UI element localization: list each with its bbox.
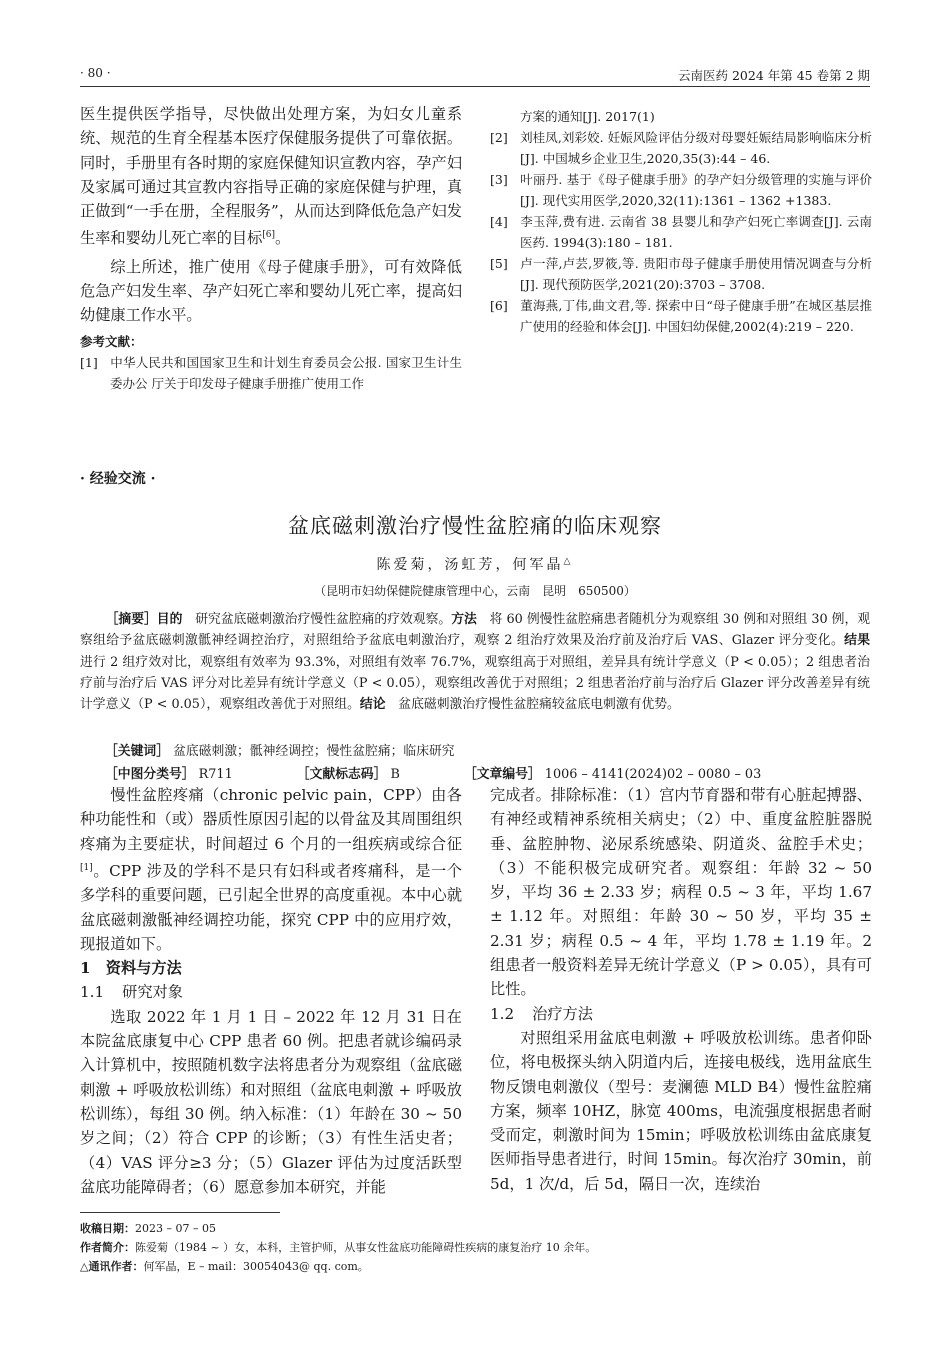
study-subjects-continuation: 完成者。排除标准：（1）宫内节育器和带有心脏起搏器、有神经或精神系统相关病史；（2）中、重度盆腔脏器脱垂、盆腔肿物、泌尿系统感染、阴道炎、盆腔手术史；（3）不能积极完成研究者。观察组：年龄 32 ~ 50 岁，平均 36 ± 2.33 岁；病程 0.5 ~ 3 年，平均 1.67 ± 1.12 年。对照组：年龄 30 ~ 50 岁，平均 35 ± 2.31 岁；病程 0.5 ~ 4 年，平均 1.78 ± 1.19 年。2 组患者一般资料差异无统计学意义（P > 0.05），具有可比性。: [490, 786, 872, 999]
corresponding-author: △通讯作者：何军晶，E – mail：30054043@ qq. com。: [80, 1260, 369, 1273]
keywords: ［关键词］ 盆底磁刺激；骶神经调控；慢性盆腔痛；临床研究: [105, 744, 455, 759]
body-right-column: [490, 783, 872, 1196]
prev-paragraph-2: 综上所述，推广使用《母子健康手册》，可有效降低危急产妇发生率、孕产妇死亡率和婴幼儿死亡率，提高妇幼健康工作水平。: [80, 257, 462, 325]
received-date: 收稿日期：2023 – 07 – 05: [80, 1222, 216, 1235]
article-title: 盆底磁刺激治疗慢性盆腔痛的临床观察: [288, 514, 662, 538]
article-number: ［文章编号］ 1006 – 4141(2024)02 – 0080 – 03: [463, 767, 762, 782]
clc: ［中图分类号］ R711: [105, 767, 233, 782]
author-bio: 作者简介：陈爱菊（1984 ~ ）女，本科，主管护师，从事女性盆底功能障碍性疾病的康复治疗 10 余年。: [80, 1241, 597, 1254]
section-heading-1-2: 1.2 治疗方法: [490, 1004, 593, 1023]
section-tag: · 经验交流 ·: [80, 471, 156, 487]
reference-item: [2] 刘桂凤,刘彩姣. 妊娠风险评估分级对母婴妊娠结局影响临床分析[J]. 中国城乡企业卫生,2020,35(3):44 – 46.: [490, 130, 872, 166]
citation: [6]: [262, 230, 275, 241]
citation: [1]: [80, 862, 93, 873]
intro-paragraph: 慢性盆腔疼痛（chronic pelvic pain，CPP）由各种功能性和（或）器质性原因引起的以骨盆及其周围组织疼痛为主要症状，时间超过 6 个月的一组疾病或综合征[1]。CPP 涉及的学科不是只有妇科或者疼痛科，是一个多学科的重要问题，已引起全世界的高度重视。本中心就盆底磁刺激骶神经调控功能，探究 CPP 中的应用疗效，现报道如下。: [80, 786, 462, 953]
prev-article-right-column: [490, 106, 872, 337]
abstract: ［摘要］目的 研究盆底磁刺激治疗慢性盆腔痛的疗效观察。方法 将 60 例慢性盆腔痛患者随机分为观察组 30 例和对照组 30 例，观察组给予盆底磁刺激骶神经调控治疗，对照组给予盆底电刺激治疗，观察 2 组治疗效果及治疗前及治疗后 VAS、Glazer 评分变化。结果 进行 2 组疗效对比，观察组有效率为 93.3%，对照组有效率 76.7%，观察组高于对照组，差异具有统计学意义（P < 0.05）；2 组患者治疗前与治疗后 VAS 评分对比差异有统计学意义（P < 0.05），观察组改善优于对照组；2 组患者治疗前与治疗后 Glazer 评分改善差异有统计学意义（P < 0.05），观察组改善优于对照组。结论 盆底磁刺激治疗慢性盆腔痛较盆底电刺激有优势。: [80, 612, 871, 713]
corresponding-mark: △: [563, 556, 574, 567]
body-left-column: [80, 783, 462, 1199]
doc-code: ［文献标志码］ B: [296, 767, 400, 782]
page-number: · 80 ·: [80, 66, 111, 80]
authors: 陈爱菊，汤虹芳，何军晶△: [376, 556, 574, 573]
journal-header: 云南医药 2024 年第 45 卷第 2 期: [677, 68, 870, 83]
references-title: 参考文献：: [80, 333, 143, 349]
reference-continuation: 方案的通知[J]. 2017(1): [520, 109, 655, 124]
footnote-rule: [80, 1212, 280, 1213]
header-rule: [80, 86, 870, 87]
section-heading-1: 1 资料与方法: [80, 959, 182, 978]
reference-item: [1] 中华人民共和国国家卫生和计划生育委员会公报. 国家卫生计生委办公 厅关于印发母子健康手册推广使用工作: [80, 354, 462, 391]
study-subjects-paragraph: 选取 2022 年 1 月 1 日 – 2022 年 12 月 31 日在本院盆底康复中心 CPP 患者 60 例。把患者就诊编码录入计算机中，按照随机数字法将患者分为观察组（盆底磁刺激 + 呼吸放松训练）和对照组（盆底电刺激 + 呼吸放松训练），每组 30 例。纳入标准：（1）年龄在 30 ~ 50 岁之间；（2）符合 CPP 的诊断；（3）有性生活史者；（4）VAS 评分≥3 分；（5）Glazer 评估为过度活跃型盆底功能障碍者；（6）愿意参加本研究，并能: [80, 1007, 462, 1196]
reference-item: [4] 李玉萍,费有进. 云南省 38 县婴儿和孕产妇死亡率调查[J]. 云南医药. 1994(3):180 – 181.: [490, 214, 872, 250]
affiliation: （昆明市妇幼保健院健康管理中心，云南 昆明 650500）: [314, 584, 636, 598]
section-heading-1-1: 1.1 研究对象: [80, 983, 183, 1002]
classification-line: [105, 763, 821, 782]
prev-article-left-column: [80, 102, 462, 394]
prev-paragraph-1: 医生提供医学指导，尽快做出处理方案，为妇女儿童系统、规范的生育全程基本医疗保健服务提供了可靠依据。同时，手册里有各时期的家庭保健知识宣教内容，孕产妇及家属可通过其宣教内容指导正确的家庭保健与护理，真正做到“一手在册，全程服务”，从而达到降低危急产妇发生率和婴幼儿死亡率的目标[6]。: [80, 105, 462, 248]
treatment-paragraph: 对照组采用盆底电刺激 + 呼吸放松训练。患者仰卧位，将电极探头纳入阴道内后，连接电极线，选用盆底生物反馈电刺激仪（型号：麦澜德 MLD B4）慢性盆腔痛方案，频率 10HZ，脉宽 400ms，电流强度根据患者耐受而定，刺激时间为 15min；呼吸放松训练由盆底康复医师指导患者进行，时间 15min。每次治疗 30min，前 5d，1 次/d，后 5d，隔日一次，连续治: [490, 1028, 872, 1193]
reference-item: [3] 叶丽丹. 基于《母子健康手册》的孕产妇分级管理的实施与评价[J]. 现代实用医学,2020,32(11):1361 – 1362 +1383.: [490, 172, 872, 208]
reference-item: [5] 卢一萍,卢芸,罗筱,等. 贵阳市母子健康手册使用情况调查与分析[J]. 现代预防医学,2021(20):3703 – 3708.: [490, 256, 872, 292]
reference-item: [6] 董海燕,丁伟,曲文君,等. 探索中日“母子健康手册”在城区基层推广使用的经验和体会[J]. 中国妇幼保健,2002(4):219 – 220.: [490, 298, 872, 334]
